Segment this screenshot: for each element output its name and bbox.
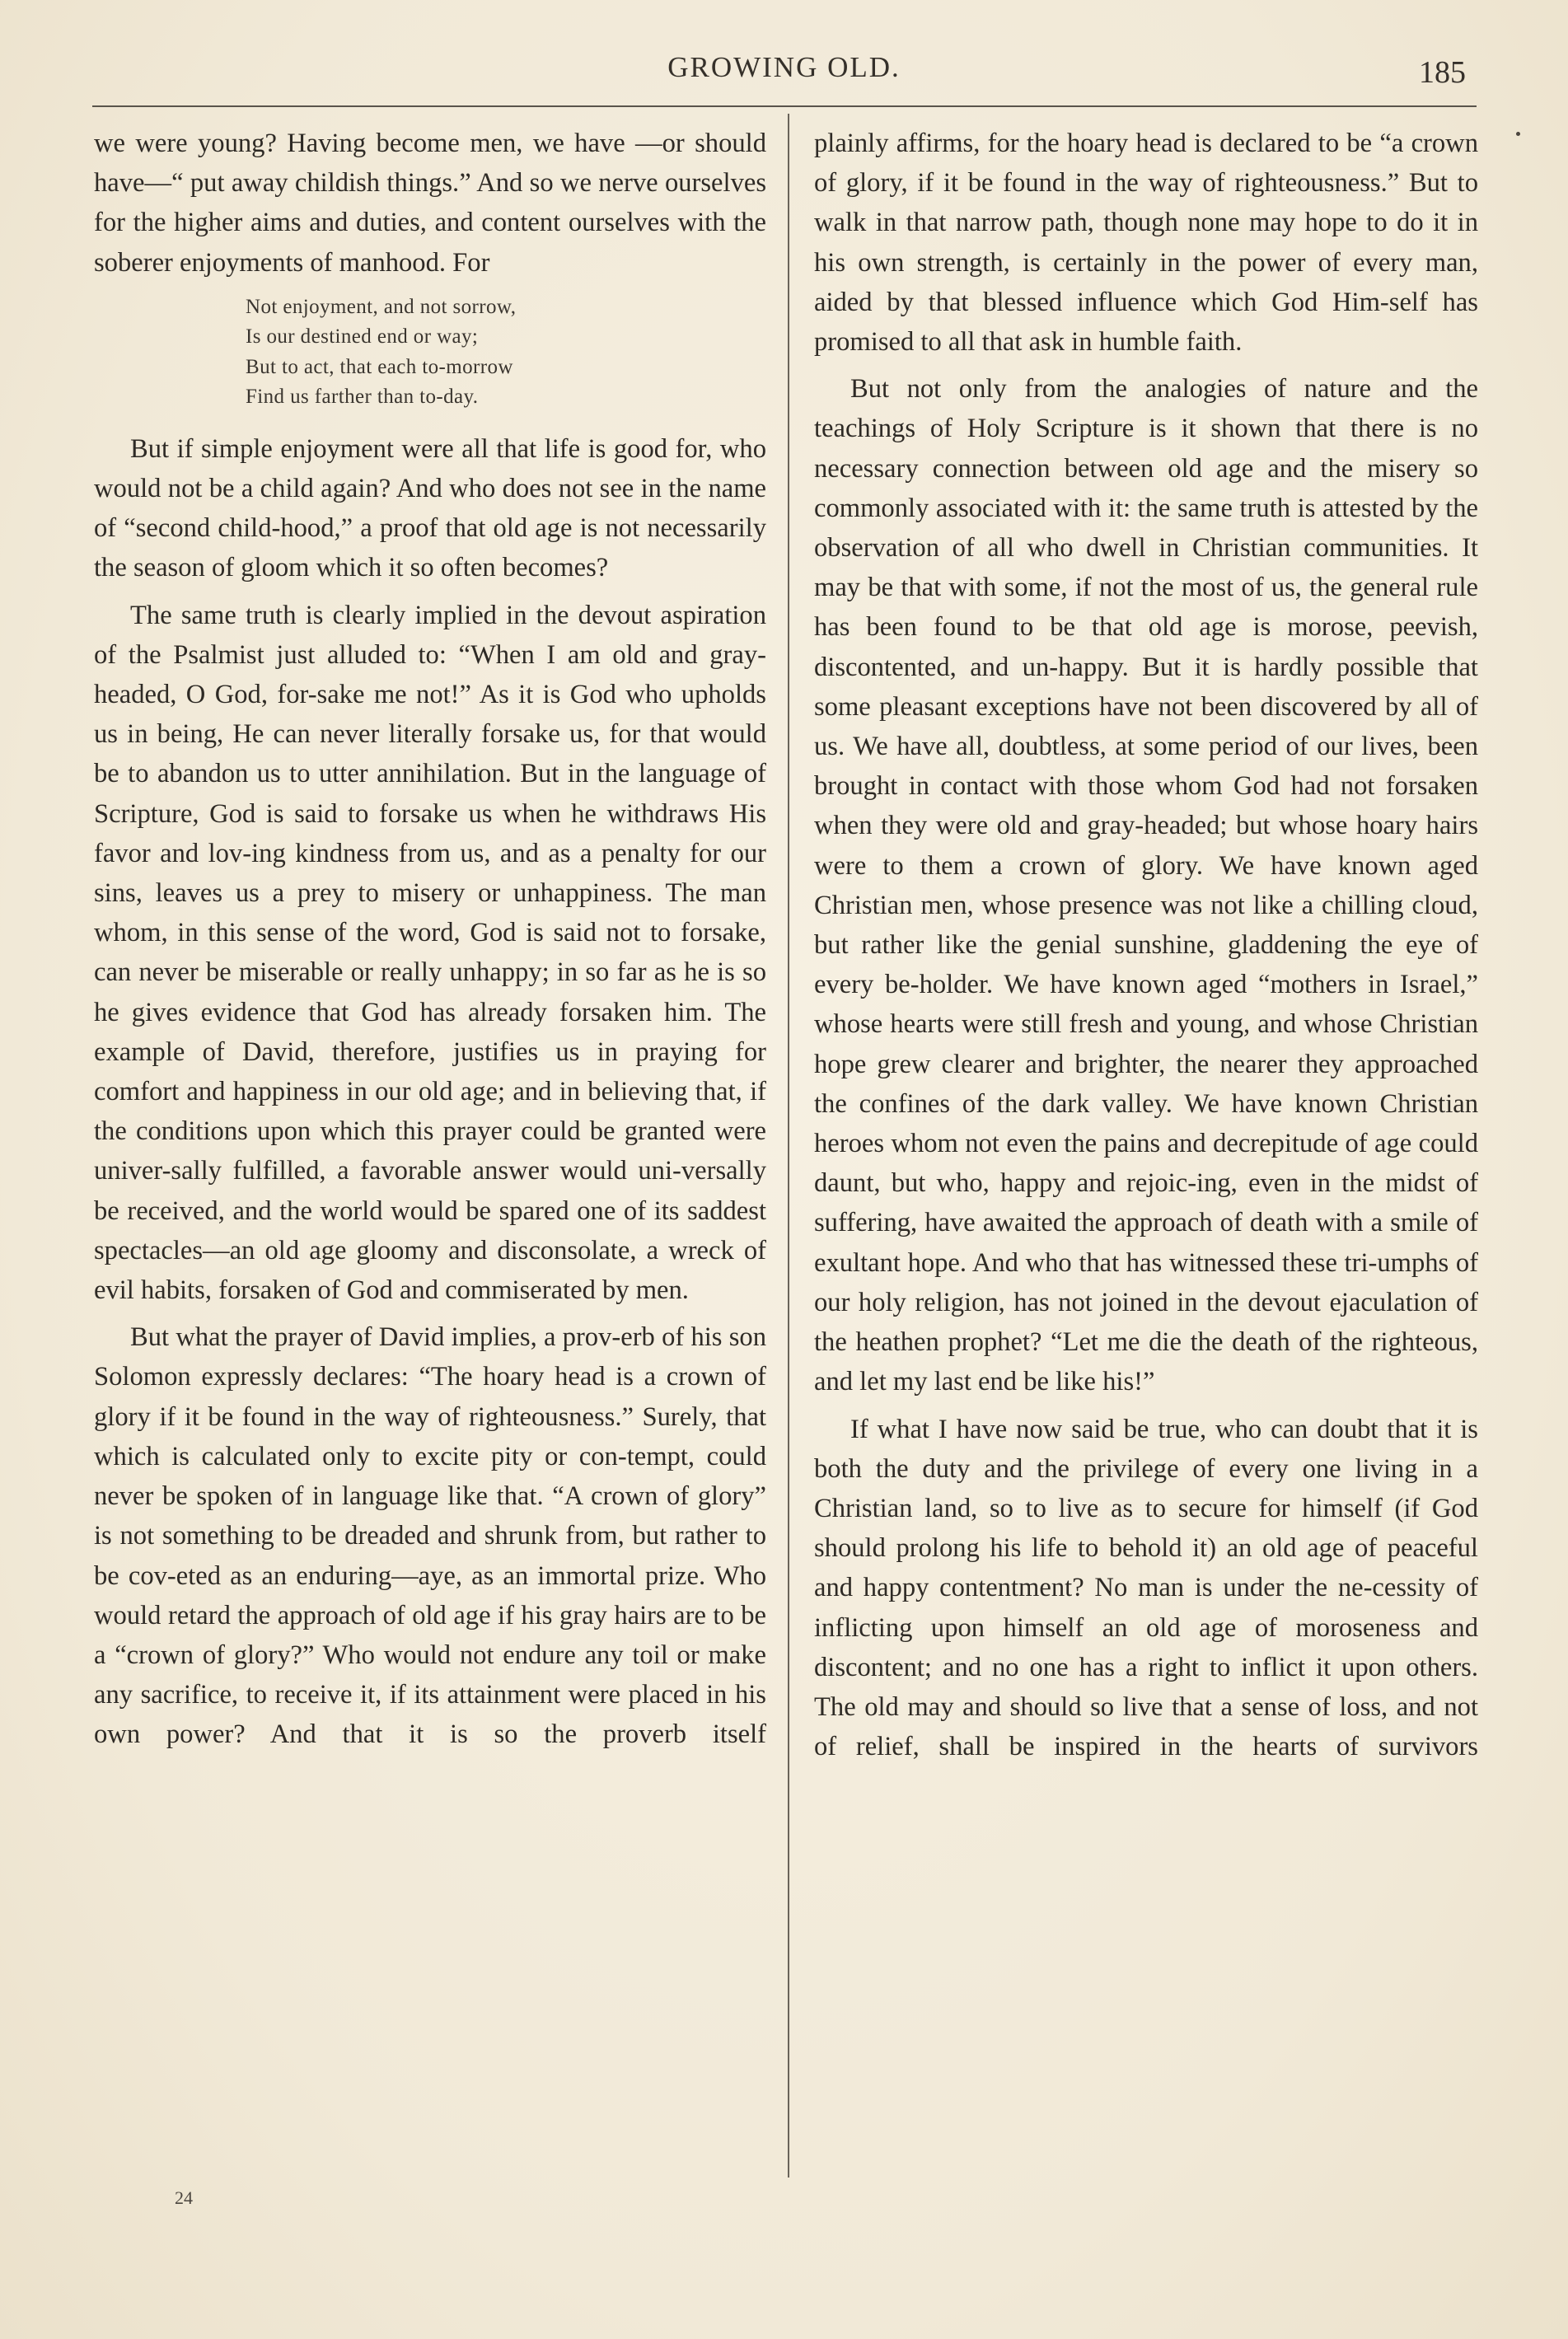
paragraph: we were young? Having become men, we have —or should have—“ put away childish things.” And so we nerve ourselves for the higher aims and duties, and content ourselves with the soberer enjoyments of manhood. For bbox=[94, 129, 766, 278]
signature-mark: 24 bbox=[175, 2187, 193, 2208]
left-column bbox=[94, 124, 766, 1762]
running-head-title: GROWING OLD. bbox=[667, 51, 901, 83]
poem-line: Is our destined end or way; bbox=[246, 325, 479, 349]
poem-quote bbox=[94, 292, 766, 413]
paragraph: But if simple enjoyment were all that life is good for, who would not be a child again? And who does not see in the name of “second child-hood,” a proof that old age is not necessarily the season of gloom which it so often becomes? bbox=[94, 433, 766, 583]
paragraph: plainly affirms, for the hoary head is declared to be “a crown of glory, if it be found in the way of righteousness.” But to walk in that narrow path, though none may hope to do it in his own strength, is certainly in the power of every man, aided by that blessed influence which God Him-self has promised to all that ask in humble faith. bbox=[814, 129, 1478, 358]
paragraph: If what I have now said be true, who can doubt that it is both the duty and the privilege of every one living in a Christian land, so to live as to secure for himself (if God should prolong his life to behold it) an old age of peaceful and happy contentment? No man is under the ne-cessity of inflicting upon himself an old age of moroseness and discontent; and no one has a right to inflict it upon others. The old may and should so live that a sense of loss, and not of relief, shall be inspired in the hearts of survivors bbox=[814, 1414, 1478, 1762]
page-number: 185 bbox=[1419, 55, 1466, 90]
column-divider bbox=[788, 114, 789, 2178]
poem-line: Find us farther than to-day. bbox=[246, 386, 479, 409]
paragraph: But what the prayer of David implies, a prov-erb of his son Solomon expressly declares: “The hoary head is a crown of glory if it be found in the way of righteousness.” Surely, that which is calculated only to excite pity or con-tempt, could never be spoken of in language like that. “A crown of glory” is not something to be dreaded and shrunk from, but rather to be cov-eted as an enduring—aye, as an immortal prize. Who would retard the approach of old age if his gray hairs are to be a “crown of glory?” Who would not endure any toil or make any sacrifice, to receive it, if its attainment were placed in his own power? And that it is so the proverb itself bbox=[94, 1322, 766, 1750]
right-column bbox=[814, 124, 1478, 1774]
poem-line: Not enjoyment, and not sorrow, bbox=[246, 295, 517, 318]
paragraph: But not only from the analogies of nature and the teachings of Holy Scripture is it shown that there is no necessary connection between old age and the misery so commonly associated with it: the same truth is attested by the observation of all who dwell in Christian communities. It may be that with some, if not the most of us, the general rule has been found to be that old age is morose, peevish, discontented, and un-happy. But it is hardly possible that some pleasant exceptions have not been discovered by all of us. We have all, doubtless, at some period of our lives, been brought in contact with those whom God had not forsaken when they were old and gray-headed; but whose hoary hairs were to them a crown of glory. We have known aged Christian men, whose presence was not like a chilling cloud, but rather like the genial sunshine, gladdening the eye of every be-holder. We have known aged “mothers in Israel,” whose hearts were still fresh and young, and whose Christian hope grew clearer and brighter, the nearer they approached the confines of the dark valley. We have known Christian heroes whom not even the pains and decrepitude of age could daunt, but who, happy and rejoic-ing, even in the midst of suffering, have awaited the approach of death with a smile of exultant hope. And who that has witnessed these tri-umphs of our holy religion, has not joined in the devout ejaculation of the heathen prophet? “Let me die the death of the righteous, and let my last end be like his!” bbox=[814, 374, 1478, 1397]
paragraph: The same truth is clearly implied in the devout aspiration of the Psalmist just alluded to: “When I am old and gray-headed, O God, for-sake me not!” As it is God who upholds us in being, He can never literally forsake us, for that would be to abandon us to utter annihilation. But in the language of Scripture, God is said to forsake us when he withdraws His favor and lov-ing kindness from us, and as a penalty for our sins, leaves us a prey to misery or unhappiness. The man whom, in this sense of the word, God is said not to forsake, can never be miserable or really unhappy; in so far as he is so he gives evidence that God has already forsaken him. The example of David, therefore, justifies us in praying for comfort and happiness in our old age; and in believing that, if the conditions upon which this prayer could be granted were univer-sally fulfilled, a favorable answer would uni-versally be received, and the world would be spared one of its saddest spectacles—an old age gloomy and disconsolate, a wreck of evil habits, forsaken of God and commiserated by men. bbox=[94, 600, 766, 1306]
poem-line: But to act, that each to-morrow bbox=[246, 355, 513, 378]
print-speck bbox=[1516, 132, 1520, 136]
header-rule bbox=[92, 105, 1477, 107]
